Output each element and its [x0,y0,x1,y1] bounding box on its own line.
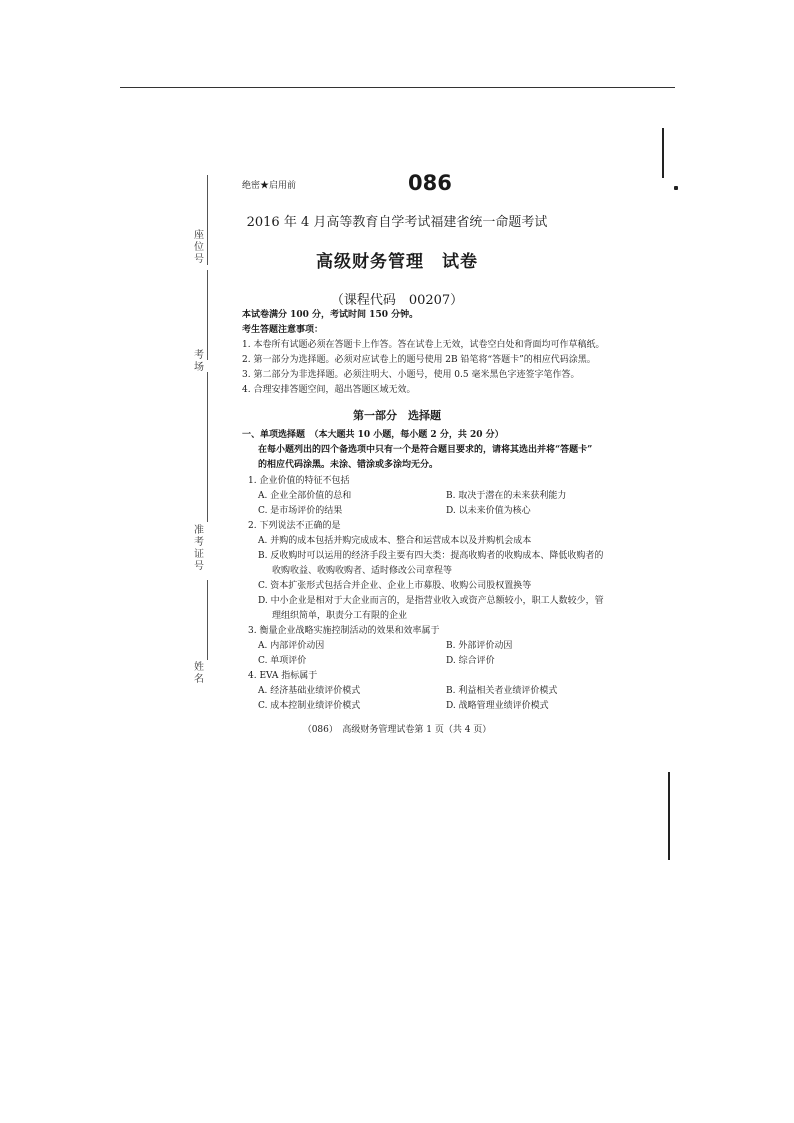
note-item: 2. 第一部分为选择题。必须对应试卷上的题号使用 2B 铅笔将“答题卡”的相应代码涂黑。 [242,355,596,365]
scan-edge-line-bottom [668,772,670,860]
name-label: 姓名 [194,662,204,685]
note-item: 1. 本卷所有试题必须在答题卡上作答。答在试卷上无效，试卷空白处和背面均可作草稿纸。 [242,340,605,350]
score-time-info: 本试卷满分 100 分，考试时间 150 分钟。 [242,310,419,320]
option-b: B. 利益相关者业绩评价模式 [446,686,558,696]
option-b: B. 反收购时可以运用的经济手段主要有四大类：提高收购者的收购成本、降低收购者的 [258,551,604,561]
question-stem: 3. 衡量企业战略实施控制活动的效果和效率属于 [248,626,440,636]
option-b-continued: 收购收益、收购收购者、适时修改公司章程等 [272,566,453,576]
margin-line-ticket [207,372,208,522]
question-stem: 2. 下列说法不正确的是 [248,521,341,531]
option-c: C. 单项评价 [258,656,307,666]
note-item: 3. 第二部分为非选择题。必须注明大、小题号，使用 0.5 毫米黑色字迹签字笔作答。 [242,370,580,380]
option-c: C. 是市场评价的结果 [258,506,343,516]
option-a: A. 经济基础业绩评价模式 [258,686,361,696]
option-a: A. 内部评价动因 [258,641,325,651]
question-stem: 4. EVA 指标属于 [248,671,318,681]
option-d: D. 战略管理业绩评价模式 [446,701,549,711]
option-b: B. 取决于潜在的未来获利能力 [446,491,567,501]
option-c: C. 资本扩张形式包括合并企业、企业上市募股、收购公司股权置换等 [258,581,532,591]
option-a: A. 并购的成本包括并购完成成本、整合和运营成本以及并购机会成本 [258,536,532,546]
option-c: C. 成本控制业绩评价模式 [258,701,361,711]
scan-blot [674,186,678,190]
option-d: D. 以未来价值为核心 [446,506,531,516]
option-b: B. 外部评价动因 [446,641,513,651]
course-code: （课程代码 00207） [330,293,464,308]
option-d-continued: 理组织简单，职责分工有限的企业 [272,611,408,621]
paper-code: 086 [408,171,452,195]
top-rule [120,87,675,88]
section-heading: 一、单项选择题 （本大题共 10 小题，每小题 2 分，共 20 分） [242,430,504,440]
note-item: 4. 合理安排答题空间，超出答题区域无效。 [242,385,416,395]
question-stem: 1. 企业价值的特征不包括 [248,476,350,486]
secret-label: 绝密★启用前 [242,181,297,191]
ticket-number-label: 准考证号 [194,525,204,572]
scan-edge-line-top [662,128,664,178]
option-d: D. 综合评价 [446,656,495,666]
notes-title: 考生答题注意事项： [242,325,324,335]
margin-line-name [207,580,208,660]
paper-title: 高级财务管理 试卷 [316,252,478,272]
exam-title: 2016 年 4 月高等教育自学考试福建省统一命题考试 [246,215,548,230]
option-a: A. 企业全部价值的总和 [258,491,352,501]
seat-number-label: 座位号 [194,230,204,265]
exam-site-label: 考场 [194,350,204,373]
margin-line-site [207,270,208,360]
part-one-title: 第一部分 选择题 [353,409,441,422]
option-d: D. 中小企业是相对于大企业而言的，是指营业收入或资产总额较小，职工人数较少，管 [258,596,604,606]
page-footer: （086） 高级财务管理试卷第 1 页（共 4 页） [302,725,492,735]
instruction-line: 的相应代码涂黑。未涂、错涂或多涂均无分。 [258,460,439,470]
instruction-line: 在每小题列出的四个备选项中只有一个是符合题目要求的，请将其选出并将“答题卡” [258,445,593,455]
